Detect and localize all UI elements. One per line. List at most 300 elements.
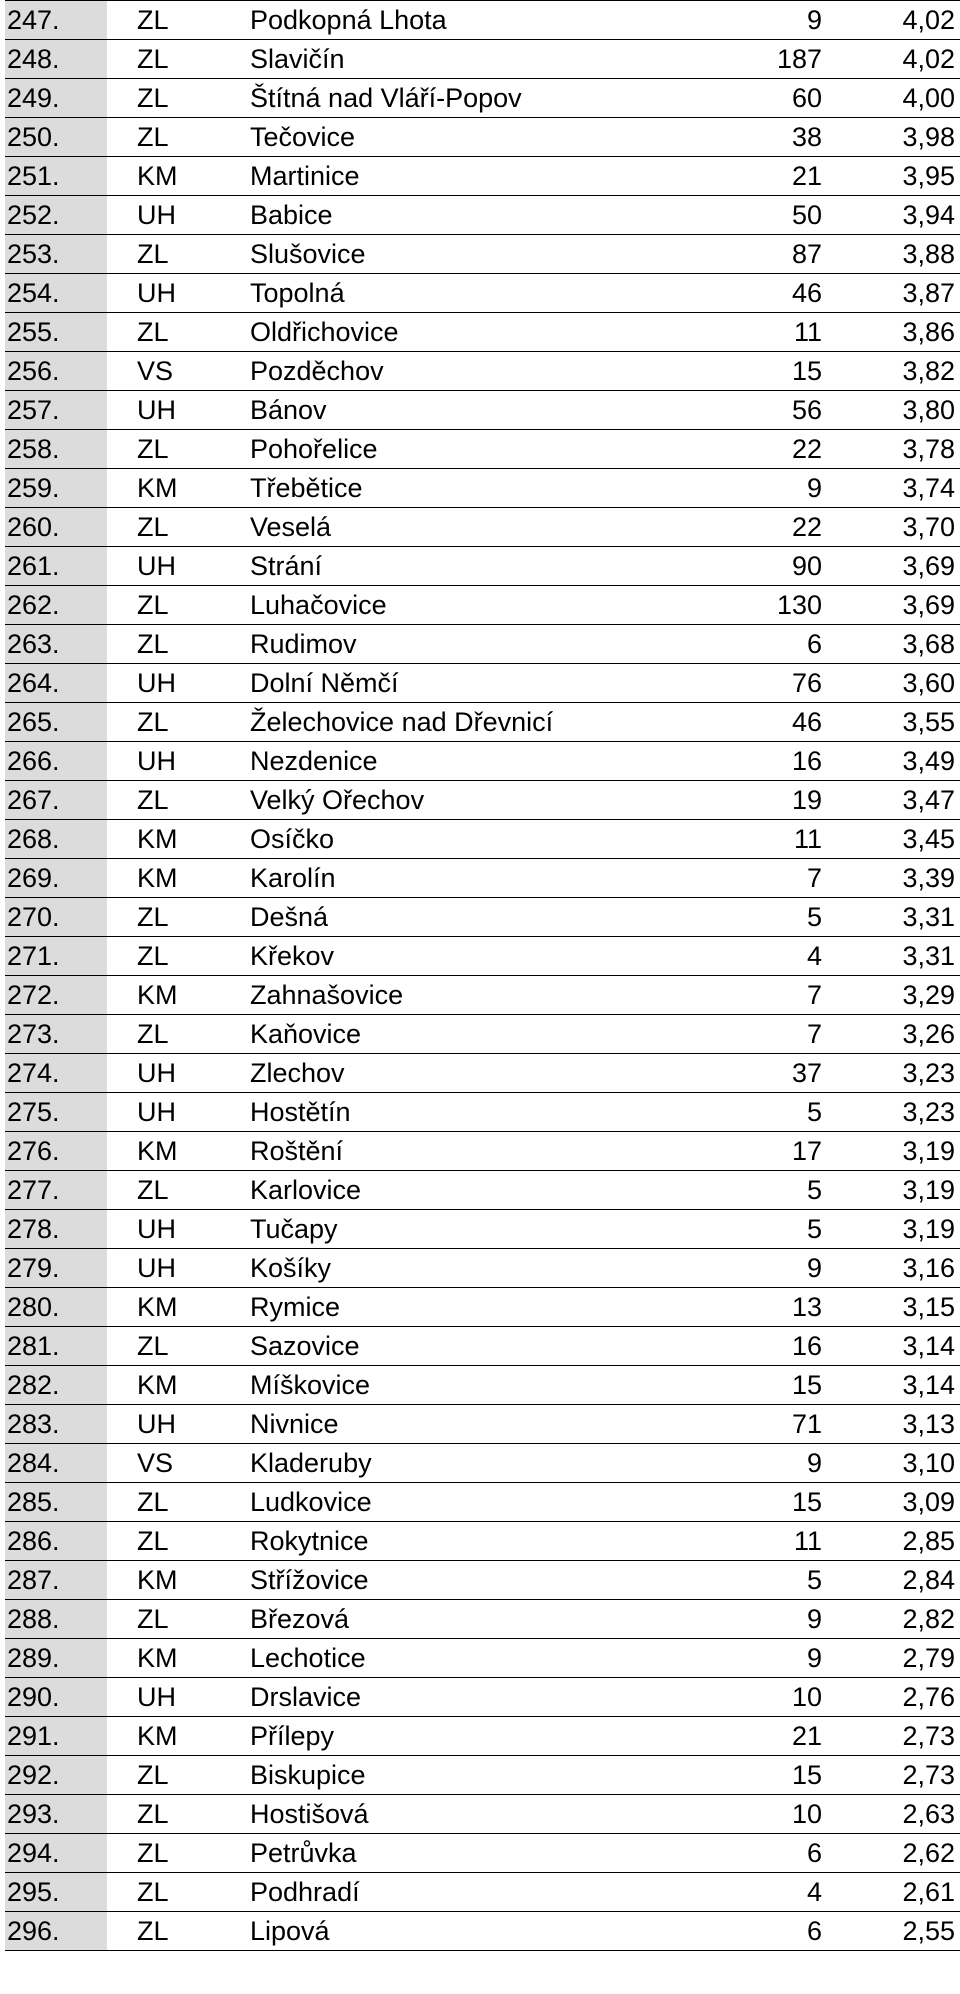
count-cell: 87 bbox=[791, 239, 822, 269]
rank-cell: 267. bbox=[5, 781, 107, 819]
rank-cell: 271. bbox=[5, 937, 107, 975]
count-cell: 130 bbox=[776, 590, 822, 620]
municipality-name-cell: Rymice bbox=[250, 1292, 341, 1322]
municipality-name-cell: Březová bbox=[250, 1604, 350, 1634]
value-cell: 3,15 bbox=[902, 1292, 955, 1322]
count-cell: 4 bbox=[806, 941, 822, 971]
rank-cell: 265. bbox=[5, 703, 107, 741]
municipality-name-cell: Topolná bbox=[250, 278, 345, 308]
table-row bbox=[5, 430, 960, 469]
rank-cell: 281. bbox=[5, 1327, 107, 1365]
rank-cell: 251. bbox=[5, 157, 107, 195]
count-cell: 16 bbox=[791, 746, 822, 776]
table-row bbox=[5, 1015, 960, 1054]
rank-cell: 258. bbox=[5, 430, 107, 468]
table-row bbox=[5, 1171, 960, 1210]
municipality-name-cell: Velký Ořechov bbox=[250, 785, 425, 815]
table-row bbox=[5, 1639, 960, 1678]
table-row bbox=[5, 1834, 960, 1873]
value-cell: 3,29 bbox=[902, 980, 955, 1010]
ranking-table bbox=[5, 0, 960, 1951]
district-cell: KM bbox=[137, 473, 178, 503]
district-cell: UH bbox=[137, 1214, 176, 1244]
municipality-name-cell: Želechovice nad Dřevnicí bbox=[250, 707, 554, 737]
municipality-name-cell: Lipová bbox=[250, 1916, 330, 1946]
table-row bbox=[5, 859, 960, 898]
value-cell: 3,69 bbox=[902, 590, 955, 620]
municipality-name-cell: Nivnice bbox=[250, 1409, 339, 1439]
district-cell: ZL bbox=[137, 941, 169, 971]
table-row bbox=[5, 1912, 960, 1951]
rank-cell: 295. bbox=[5, 1873, 107, 1911]
count-cell: 6 bbox=[806, 1838, 822, 1868]
value-cell: 3,98 bbox=[902, 122, 955, 152]
count-cell: 7 bbox=[806, 1019, 822, 1049]
table-row bbox=[5, 1444, 960, 1483]
value-cell: 3,31 bbox=[902, 902, 955, 932]
value-cell: 2,63 bbox=[902, 1799, 955, 1829]
rank-cell: 263. bbox=[5, 625, 107, 663]
count-cell: 90 bbox=[791, 551, 822, 581]
count-cell: 50 bbox=[791, 200, 822, 230]
count-cell: 4 bbox=[806, 1877, 822, 1907]
value-cell: 3,94 bbox=[902, 200, 955, 230]
rank-cell: 260. bbox=[5, 508, 107, 546]
table-row bbox=[5, 781, 960, 820]
municipality-name-cell: Třebětice bbox=[250, 473, 363, 503]
rank-cell: 277. bbox=[5, 1171, 107, 1209]
rank-cell: 278. bbox=[5, 1210, 107, 1248]
municipality-name-cell: Karlovice bbox=[250, 1175, 362, 1205]
municipality-name-cell: Střížovice bbox=[250, 1565, 369, 1595]
rank-cell: 261. bbox=[5, 547, 107, 585]
value-cell: 2,62 bbox=[902, 1838, 955, 1868]
rank-cell: 266. bbox=[5, 742, 107, 780]
table-row bbox=[5, 1210, 960, 1249]
district-cell: ZL bbox=[137, 122, 169, 152]
count-cell: 38 bbox=[791, 122, 822, 152]
district-cell: ZL bbox=[137, 83, 169, 113]
district-cell: ZL bbox=[137, 1916, 169, 1946]
value-cell: 2,73 bbox=[902, 1721, 955, 1751]
value-cell: 3,19 bbox=[902, 1136, 955, 1166]
count-cell: 6 bbox=[806, 1916, 822, 1946]
municipality-name-cell: Zlechov bbox=[250, 1058, 345, 1088]
count-cell: 6 bbox=[806, 629, 822, 659]
district-cell: UH bbox=[137, 1058, 176, 1088]
value-cell: 3,87 bbox=[902, 278, 955, 308]
rank-cell: 252. bbox=[5, 196, 107, 234]
table-row bbox=[5, 1132, 960, 1171]
count-cell: 13 bbox=[791, 1292, 822, 1322]
municipality-name-cell: Dešná bbox=[250, 902, 329, 932]
rank-cell: 264. bbox=[5, 664, 107, 702]
municipality-name-cell: Sazovice bbox=[250, 1331, 360, 1361]
rank-cell: 256. bbox=[5, 352, 107, 390]
municipality-name-cell: Dolní Němčí bbox=[250, 668, 399, 698]
count-cell: 22 bbox=[791, 434, 822, 464]
count-cell: 22 bbox=[791, 512, 822, 542]
value-cell: 3,10 bbox=[902, 1448, 955, 1478]
value-cell: 3,55 bbox=[902, 707, 955, 737]
municipality-name-cell: Tečovice bbox=[250, 122, 356, 152]
count-cell: 46 bbox=[791, 707, 822, 737]
rank-cell: 289. bbox=[5, 1639, 107, 1677]
count-cell: 5 bbox=[806, 902, 822, 932]
district-cell: KM bbox=[137, 161, 178, 191]
district-cell: UH bbox=[137, 200, 176, 230]
district-cell: UH bbox=[137, 1409, 176, 1439]
district-cell: ZL bbox=[137, 317, 169, 347]
value-cell: 3,13 bbox=[902, 1409, 955, 1439]
table-row bbox=[5, 937, 960, 976]
rank-cell: 276. bbox=[5, 1132, 107, 1170]
district-cell: ZL bbox=[137, 785, 169, 815]
value-cell: 3,16 bbox=[902, 1253, 955, 1283]
table-row bbox=[5, 742, 960, 781]
rank-cell: 262. bbox=[5, 586, 107, 624]
district-cell: KM bbox=[137, 1721, 178, 1751]
value-cell: 2,55 bbox=[902, 1916, 955, 1946]
district-cell: KM bbox=[137, 1292, 178, 1322]
count-cell: 15 bbox=[791, 356, 822, 386]
count-cell: 15 bbox=[791, 1487, 822, 1517]
rank-cell: 292. bbox=[5, 1756, 107, 1794]
district-cell: ZL bbox=[137, 1019, 169, 1049]
value-cell: 3,09 bbox=[902, 1487, 955, 1517]
district-cell: UH bbox=[137, 278, 176, 308]
district-cell: ZL bbox=[137, 512, 169, 542]
district-cell: ZL bbox=[137, 239, 169, 269]
district-cell: UH bbox=[137, 1097, 176, 1127]
municipality-name-cell: Drslavice bbox=[250, 1682, 362, 1712]
count-cell: 5 bbox=[806, 1097, 822, 1127]
value-cell: 3,70 bbox=[902, 512, 955, 542]
municipality-name-cell: Strání bbox=[250, 551, 323, 581]
rank-cell: 293. bbox=[5, 1795, 107, 1833]
municipality-name-cell: Roštění bbox=[250, 1136, 344, 1166]
rank-cell: 280. bbox=[5, 1288, 107, 1326]
value-cell: 3,82 bbox=[902, 356, 955, 386]
table-row bbox=[5, 1249, 960, 1288]
count-cell: 10 bbox=[791, 1682, 822, 1712]
municipality-name-cell: Košíky bbox=[250, 1253, 332, 1283]
value-cell: 3,78 bbox=[902, 434, 955, 464]
table-row bbox=[5, 1873, 960, 1912]
value-cell: 3,86 bbox=[902, 317, 955, 347]
value-cell: 3,80 bbox=[902, 395, 955, 425]
table-row bbox=[5, 1522, 960, 1561]
count-cell: 5 bbox=[806, 1214, 822, 1244]
table-row bbox=[5, 1093, 960, 1132]
count-cell: 11 bbox=[793, 317, 822, 347]
district-cell: ZL bbox=[137, 1175, 169, 1205]
rank-cell: 274. bbox=[5, 1054, 107, 1092]
table-row bbox=[5, 898, 960, 937]
count-cell: 56 bbox=[791, 395, 822, 425]
municipality-name-cell: Kladeruby bbox=[250, 1448, 372, 1478]
rank-cell: 255. bbox=[5, 313, 107, 351]
count-cell: 21 bbox=[791, 161, 822, 191]
rank-cell: 253. bbox=[5, 235, 107, 273]
district-cell: ZL bbox=[137, 1526, 169, 1556]
table-row bbox=[5, 976, 960, 1015]
table-row bbox=[5, 235, 960, 274]
table-row bbox=[5, 1054, 960, 1093]
municipality-name-cell: Křekov bbox=[250, 941, 335, 971]
table-row bbox=[5, 79, 960, 118]
count-cell: 21 bbox=[791, 1721, 822, 1751]
district-cell: UH bbox=[137, 746, 176, 776]
municipality-name-cell: Bánov bbox=[250, 395, 327, 425]
municipality-name-cell: Pohořelice bbox=[250, 434, 378, 464]
value-cell: 4,02 bbox=[902, 5, 955, 35]
table-row bbox=[5, 1483, 960, 1522]
district-cell: KM bbox=[137, 980, 178, 1010]
table-row bbox=[5, 664, 960, 703]
municipality-name-cell: Babice bbox=[250, 200, 333, 230]
count-cell: 7 bbox=[806, 863, 822, 893]
count-cell: 60 bbox=[791, 83, 822, 113]
municipality-name-cell: Podkopná Lhota bbox=[250, 5, 447, 35]
table-row bbox=[5, 1, 960, 40]
municipality-name-cell: Tučapy bbox=[250, 1214, 338, 1244]
value-cell: 3,74 bbox=[902, 473, 955, 503]
value-cell: 2,73 bbox=[902, 1760, 955, 1790]
value-cell: 3,49 bbox=[902, 746, 955, 776]
table-row bbox=[5, 40, 960, 79]
district-cell: VS bbox=[137, 1448, 174, 1478]
table-row bbox=[5, 1678, 960, 1717]
count-cell: 9 bbox=[806, 1604, 822, 1634]
municipality-name-cell: Slušovice bbox=[250, 239, 366, 269]
district-cell: KM bbox=[137, 1565, 178, 1595]
municipality-name-cell: Hostětín bbox=[250, 1097, 351, 1127]
value-cell: 3,88 bbox=[902, 239, 955, 269]
table-row bbox=[5, 1600, 960, 1639]
value-cell: 2,82 bbox=[902, 1604, 955, 1634]
rank-cell: 269. bbox=[5, 859, 107, 897]
value-cell: 3,31 bbox=[902, 941, 955, 971]
municipality-name-cell: Veselá bbox=[250, 512, 332, 542]
municipality-name-cell: Podhradí bbox=[250, 1877, 360, 1907]
rank-cell: 257. bbox=[5, 391, 107, 429]
table-row bbox=[5, 1327, 960, 1366]
district-cell: ZL bbox=[137, 1760, 169, 1790]
count-cell: 10 bbox=[791, 1799, 822, 1829]
district-cell: ZL bbox=[137, 44, 169, 74]
rank-cell: 291. bbox=[5, 1717, 107, 1755]
rank-cell: 259. bbox=[5, 469, 107, 507]
count-cell: 9 bbox=[806, 1448, 822, 1478]
value-cell: 3,19 bbox=[902, 1214, 955, 1244]
table-row bbox=[5, 352, 960, 391]
rank-cell: 290. bbox=[5, 1678, 107, 1716]
district-cell: KM bbox=[137, 1370, 178, 1400]
value-cell: 3,60 bbox=[902, 668, 955, 698]
rank-cell: 248. bbox=[5, 40, 107, 78]
district-cell: ZL bbox=[137, 1838, 169, 1868]
rank-cell: 272. bbox=[5, 976, 107, 1014]
rank-cell: 273. bbox=[5, 1015, 107, 1053]
municipality-name-cell: Hostišová bbox=[250, 1799, 369, 1829]
table-row bbox=[5, 1288, 960, 1327]
municipality-name-cell: Rokytnice bbox=[250, 1526, 369, 1556]
table-row bbox=[5, 703, 960, 742]
district-cell: UH bbox=[137, 1253, 176, 1283]
municipality-name-cell: Přílepy bbox=[250, 1721, 335, 1751]
municipality-name-cell: Martinice bbox=[250, 161, 360, 191]
count-cell: 11 bbox=[793, 1526, 822, 1556]
table-row bbox=[5, 196, 960, 235]
rank-cell: 294. bbox=[5, 1834, 107, 1872]
value-cell: 3,14 bbox=[902, 1331, 955, 1361]
value-cell: 2,76 bbox=[902, 1682, 955, 1712]
rank-cell: 288. bbox=[5, 1600, 107, 1638]
municipality-name-cell: Zahnašovice bbox=[250, 980, 404, 1010]
rank-cell: 249. bbox=[5, 79, 107, 117]
count-cell: 15 bbox=[791, 1370, 822, 1400]
value-cell: 3,39 bbox=[902, 863, 955, 893]
value-cell: 4,00 bbox=[902, 83, 955, 113]
district-cell: VS bbox=[137, 356, 174, 386]
count-cell: 7 bbox=[806, 980, 822, 1010]
table-row bbox=[5, 1717, 960, 1756]
table-row bbox=[5, 1795, 960, 1834]
municipality-name-cell: Lechotice bbox=[250, 1643, 366, 1673]
value-cell: 2,79 bbox=[902, 1643, 955, 1673]
municipality-name-cell: Karolín bbox=[250, 863, 336, 893]
value-cell: 3,45 bbox=[902, 824, 955, 854]
rank-cell: 279. bbox=[5, 1249, 107, 1287]
value-cell: 3,69 bbox=[902, 551, 955, 581]
rank-cell: 275. bbox=[5, 1093, 107, 1131]
district-cell: ZL bbox=[137, 590, 169, 620]
value-cell: 2,85 bbox=[902, 1526, 955, 1556]
rank-cell: 250. bbox=[5, 118, 107, 156]
table-row bbox=[5, 1366, 960, 1405]
value-cell: 3,68 bbox=[902, 629, 955, 659]
rank-cell: 287. bbox=[5, 1561, 107, 1599]
rank-cell: 270. bbox=[5, 898, 107, 936]
district-cell: KM bbox=[137, 1643, 178, 1673]
value-cell: 3,95 bbox=[902, 161, 955, 191]
table-row bbox=[5, 313, 960, 352]
count-cell: 187 bbox=[776, 44, 822, 74]
municipality-name-cell: Petrůvka bbox=[250, 1838, 357, 1868]
rank-cell: 296. bbox=[5, 1912, 107, 1950]
rank-cell: 268. bbox=[5, 820, 107, 858]
district-cell: ZL bbox=[137, 1799, 169, 1829]
table-row bbox=[5, 469, 960, 508]
count-cell: 19 bbox=[791, 785, 822, 815]
rank-cell: 283. bbox=[5, 1405, 107, 1443]
count-cell: 37 bbox=[791, 1058, 822, 1088]
municipality-name-cell: Ludkovice bbox=[250, 1487, 372, 1517]
count-cell: 71 bbox=[791, 1409, 822, 1439]
table-row bbox=[5, 820, 960, 859]
district-cell: ZL bbox=[137, 629, 169, 659]
rank-cell: 254. bbox=[5, 274, 107, 312]
district-cell: KM bbox=[137, 863, 178, 893]
count-cell: 46 bbox=[791, 278, 822, 308]
value-cell: 3,14 bbox=[902, 1370, 955, 1400]
district-cell: ZL bbox=[137, 707, 169, 737]
district-cell: KM bbox=[137, 1136, 178, 1166]
table-row bbox=[5, 157, 960, 196]
municipality-name-cell: Biskupice bbox=[250, 1760, 366, 1790]
municipality-name-cell: Oldřichovice bbox=[250, 317, 399, 347]
count-cell: 9 bbox=[806, 1253, 822, 1283]
count-cell: 5 bbox=[806, 1175, 822, 1205]
rank-cell: 247. bbox=[5, 1, 107, 39]
table-row bbox=[5, 391, 960, 430]
municipality-name-cell: Luhačovice bbox=[250, 590, 387, 620]
table-row bbox=[5, 274, 960, 313]
value-cell: 3,26 bbox=[902, 1019, 955, 1049]
rank-cell: 285. bbox=[5, 1483, 107, 1521]
table-row bbox=[5, 586, 960, 625]
count-cell: 11 bbox=[793, 824, 822, 854]
count-cell: 5 bbox=[806, 1565, 822, 1595]
table-row bbox=[5, 1561, 960, 1600]
municipality-name-cell: Míškovice bbox=[250, 1370, 371, 1400]
count-cell: 9 bbox=[806, 5, 822, 35]
table-row bbox=[5, 625, 960, 664]
table-row bbox=[5, 1756, 960, 1795]
district-cell: ZL bbox=[137, 434, 169, 464]
district-cell: UH bbox=[137, 1682, 176, 1712]
value-cell: 3,19 bbox=[902, 1175, 955, 1205]
district-cell: KM bbox=[137, 824, 178, 854]
municipality-name-cell: Osíčko bbox=[250, 824, 335, 854]
municipality-name-cell: Nezdenice bbox=[250, 746, 378, 776]
value-cell: 2,84 bbox=[902, 1565, 955, 1595]
district-cell: ZL bbox=[137, 1604, 169, 1634]
value-cell: 4,02 bbox=[902, 44, 955, 74]
count-cell: 15 bbox=[791, 1760, 822, 1790]
count-cell: 17 bbox=[791, 1136, 822, 1166]
table-row bbox=[5, 1405, 960, 1444]
rank-cell: 282. bbox=[5, 1366, 107, 1404]
table-row bbox=[5, 508, 960, 547]
municipality-name-cell: Slavičín bbox=[250, 44, 345, 74]
district-cell: UH bbox=[137, 551, 176, 581]
value-cell: 3,47 bbox=[902, 785, 955, 815]
district-cell: ZL bbox=[137, 902, 169, 932]
rank-cell: 286. bbox=[5, 1522, 107, 1560]
value-cell: 3,23 bbox=[902, 1097, 955, 1127]
count-cell: 9 bbox=[806, 473, 822, 503]
rank-cell: 284. bbox=[5, 1444, 107, 1482]
municipality-name-cell: Pozděchov bbox=[250, 356, 384, 386]
district-cell: ZL bbox=[137, 1331, 169, 1361]
municipality-name-cell: Štítná nad Vláří-Popov bbox=[250, 83, 522, 113]
table-row bbox=[5, 118, 960, 157]
district-cell: ZL bbox=[137, 5, 169, 35]
municipality-name-cell: Rudimov bbox=[250, 629, 357, 659]
count-cell: 16 bbox=[791, 1331, 822, 1361]
value-cell: 3,23 bbox=[902, 1058, 955, 1088]
table-row bbox=[5, 547, 960, 586]
count-cell: 9 bbox=[806, 1643, 822, 1673]
value-cell: 2,61 bbox=[902, 1877, 955, 1907]
count-cell: 76 bbox=[791, 668, 822, 698]
district-cell: UH bbox=[137, 668, 176, 698]
district-cell: ZL bbox=[137, 1877, 169, 1907]
municipality-name-cell: Kaňovice bbox=[250, 1019, 362, 1049]
district-cell: UH bbox=[137, 395, 176, 425]
